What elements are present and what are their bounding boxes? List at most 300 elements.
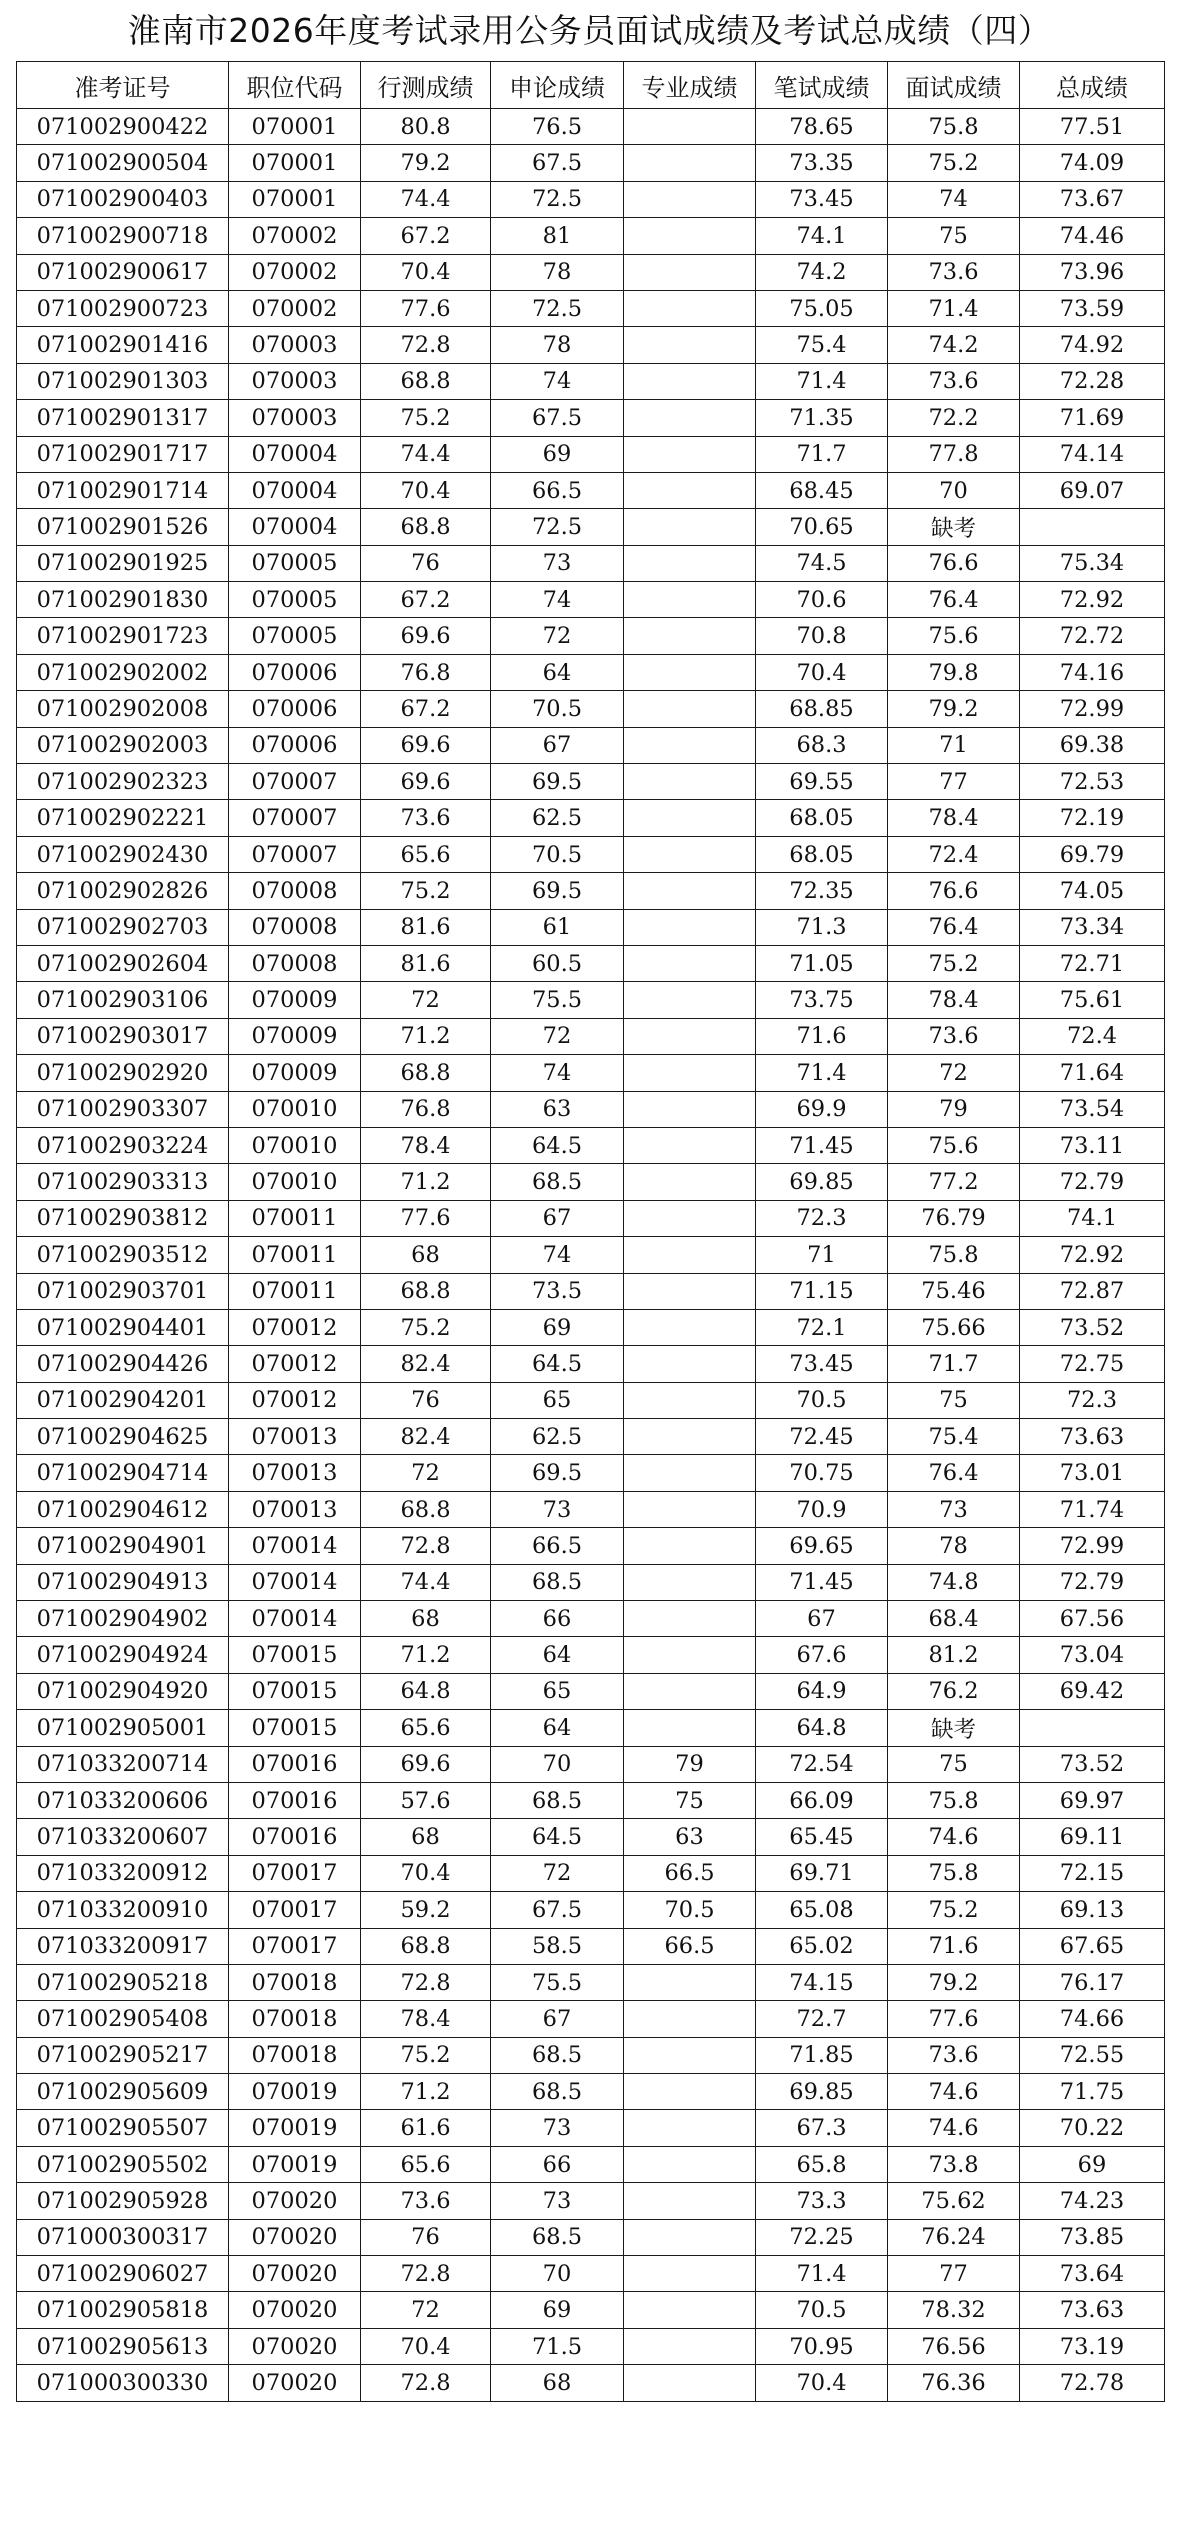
cell-interview-score: 78.4 [888, 982, 1020, 1018]
cell-major-score: 75 [624, 1782, 756, 1818]
cell-position-code: 070006 [229, 654, 361, 690]
cell-shenlun-score: 74 [491, 582, 624, 618]
cell-xingce-score: 69.6 [361, 764, 491, 800]
cell-major-score [624, 545, 756, 581]
cell-exam-id: 071002901416 [17, 327, 229, 363]
cell-written-score: 72.3 [756, 1200, 888, 1236]
cell-major-score [624, 1237, 756, 1273]
cell-position-code: 070013 [229, 1455, 361, 1491]
cell-major-score [624, 2219, 756, 2255]
cell-interview-score: 71 [888, 727, 1020, 763]
cell-major-score [624, 1091, 756, 1127]
cell-shenlun-score: 72 [491, 1018, 624, 1054]
cell-exam-id: 071002900422 [17, 109, 229, 145]
cell-xingce-score: 71.2 [361, 2074, 491, 2110]
cell-written-score: 66.09 [756, 1782, 888, 1818]
cell-xingce-score: 72.8 [361, 327, 491, 363]
column-header-xingce-score: 行测成绩 [361, 62, 491, 109]
cell-interview-score: 75.2 [888, 145, 1020, 181]
table-row [17, 1928, 1165, 1964]
cell-interview-score: 74.6 [888, 1819, 1020, 1855]
score-table [16, 61, 1165, 2402]
cell-position-code: 070020 [229, 2219, 361, 2255]
cell-written-score: 72.45 [756, 1419, 888, 1455]
cell-position-code: 070016 [229, 1782, 361, 1818]
cell-major-score [624, 2001, 756, 2037]
cell-exam-id: 071002905502 [17, 2146, 229, 2182]
cell-interview-score: 79 [888, 1091, 1020, 1127]
cell-position-code: 070003 [229, 363, 361, 399]
cell-shenlun-score: 67.5 [491, 1892, 624, 1928]
cell-shenlun-score: 67.5 [491, 400, 624, 436]
cell-written-score: 70.5 [756, 1382, 888, 1418]
cell-total-score: 72.72 [1020, 618, 1165, 654]
cell-written-score: 71.45 [756, 1564, 888, 1600]
cell-interview-score: 75.8 [888, 1782, 1020, 1818]
cell-position-code: 070001 [229, 145, 361, 181]
cell-shenlun-score: 72.5 [491, 181, 624, 217]
cell-shenlun-score: 65 [491, 1382, 624, 1418]
cell-major-score: 66.5 [624, 1855, 756, 1891]
cell-total-score: 72.75 [1020, 1346, 1165, 1382]
table-row [17, 509, 1165, 545]
cell-xingce-score: 68.8 [361, 1928, 491, 1964]
cell-shenlun-score: 68.5 [491, 1782, 624, 1818]
cell-shenlun-score: 72.5 [491, 509, 624, 545]
cell-position-code: 070008 [229, 873, 361, 909]
table-row [17, 254, 1165, 290]
cell-position-code: 070008 [229, 945, 361, 981]
cell-xingce-score: 82.4 [361, 1419, 491, 1455]
cell-xingce-score: 76.8 [361, 654, 491, 690]
cell-major-score [624, 1564, 756, 1600]
cell-exam-id: 071002904612 [17, 1491, 229, 1527]
cell-exam-id: 071002903812 [17, 1200, 229, 1236]
cell-major-score [624, 2110, 756, 2146]
cell-xingce-score: 76 [361, 545, 491, 581]
cell-shenlun-score: 72 [491, 618, 624, 654]
cell-shenlun-score: 76.5 [491, 109, 624, 145]
cell-exam-id: 071002905408 [17, 2001, 229, 2037]
cell-major-score [624, 800, 756, 836]
cell-interview-score: 74.6 [888, 2074, 1020, 2110]
cell-major-score [624, 2256, 756, 2292]
cell-exam-id: 071033200714 [17, 1746, 229, 1782]
cell-major-score [624, 218, 756, 254]
cell-total-score: 71.69 [1020, 400, 1165, 436]
cell-total-score: 74.16 [1020, 654, 1165, 690]
table-row [17, 909, 1165, 945]
cell-exam-id: 071002903313 [17, 1164, 229, 1200]
cell-written-score: 69.71 [756, 1855, 888, 1891]
cell-total-score: 73.52 [1020, 1746, 1165, 1782]
table-row [17, 1382, 1165, 1418]
cell-total-score: 67.56 [1020, 1601, 1165, 1637]
cell-total-score [1020, 509, 1165, 545]
cell-position-code: 070013 [229, 1491, 361, 1527]
cell-shenlun-score: 74 [491, 1055, 624, 1091]
cell-major-score [624, 181, 756, 217]
cell-position-code: 070016 [229, 1746, 361, 1782]
table-row [17, 1855, 1165, 1891]
cell-written-score: 73.75 [756, 982, 888, 1018]
cell-written-score: 68.05 [756, 836, 888, 872]
cell-interview-score: 78 [888, 1528, 1020, 1564]
table-row [17, 2365, 1165, 2401]
cell-total-score: 73.04 [1020, 1637, 1165, 1673]
cell-xingce-score: 75.2 [361, 400, 491, 436]
cell-written-score: 75.4 [756, 327, 888, 363]
table-row [17, 873, 1165, 909]
cell-shenlun-score: 61 [491, 909, 624, 945]
cell-shenlun-score: 73 [491, 1491, 624, 1527]
cell-shenlun-score: 71.5 [491, 2328, 624, 2364]
cell-major-score [624, 1528, 756, 1564]
cell-xingce-score: 68 [361, 1237, 491, 1273]
cell-interview-score: 73.8 [888, 2146, 1020, 2182]
cell-position-code: 070012 [229, 1382, 361, 1418]
cell-exam-id: 071002904901 [17, 1528, 229, 1564]
cell-total-score: 75.61 [1020, 982, 1165, 1018]
cell-written-score: 68.3 [756, 727, 888, 763]
table-row [17, 2001, 1165, 2037]
cell-written-score: 72.1 [756, 1309, 888, 1345]
cell-written-score: 70.75 [756, 1455, 888, 1491]
cell-shenlun-score: 73.5 [491, 1273, 624, 1309]
cell-shenlun-score: 67 [491, 727, 624, 763]
table-row [17, 1200, 1165, 1236]
table-row [17, 2328, 1165, 2364]
cell-total-score: 74.66 [1020, 2001, 1165, 2037]
table-row [17, 1819, 1165, 1855]
cell-interview-score: 72 [888, 1055, 1020, 1091]
cell-total-score: 71.74 [1020, 1491, 1165, 1527]
cell-written-score: 69.85 [756, 1164, 888, 1200]
cell-major-score [624, 982, 756, 1018]
cell-major-score [624, 400, 756, 436]
cell-position-code: 070001 [229, 181, 361, 217]
cell-total-score: 72.99 [1020, 1528, 1165, 1564]
cell-exam-id: 071033200606 [17, 1782, 229, 1818]
cell-shenlun-score: 69 [491, 1309, 624, 1345]
table-row [17, 145, 1165, 181]
cell-written-score: 64.9 [756, 1673, 888, 1709]
cell-shenlun-score: 60.5 [491, 945, 624, 981]
cell-total-score: 69.13 [1020, 1892, 1165, 1928]
cell-position-code: 070010 [229, 1091, 361, 1127]
cell-major-score [624, 691, 756, 727]
cell-interview-score: 76.56 [888, 2328, 1020, 2364]
table-row [17, 1892, 1165, 1928]
cell-major-score [624, 1491, 756, 1527]
cell-position-code: 070001 [229, 109, 361, 145]
cell-major-score [624, 2365, 756, 2401]
table-row [17, 618, 1165, 654]
cell-shenlun-score: 64 [491, 654, 624, 690]
cell-shenlun-score: 70 [491, 2256, 624, 2292]
table-row [17, 1419, 1165, 1455]
cell-interview-score: 76.36 [888, 2365, 1020, 2401]
cell-xingce-score: 72.8 [361, 2365, 491, 2401]
cell-major-score [624, 2292, 756, 2328]
cell-xingce-score: 71.2 [361, 1164, 491, 1200]
cell-major-score [624, 727, 756, 763]
table-row [17, 1091, 1165, 1127]
cell-interview-score: 缺考 [888, 509, 1020, 545]
cell-major-score [624, 582, 756, 618]
cell-exam-id: 071000300330 [17, 2365, 229, 2401]
cell-exam-id: 071002904902 [17, 1601, 229, 1637]
table-row [17, 1127, 1165, 1163]
cell-major-score [624, 873, 756, 909]
table-row [17, 727, 1165, 763]
cell-written-score: 69.55 [756, 764, 888, 800]
cell-shenlun-score: 67 [491, 2001, 624, 2037]
table-row [17, 218, 1165, 254]
cell-written-score: 70.8 [756, 618, 888, 654]
cell-interview-score: 76.79 [888, 1200, 1020, 1236]
cell-shenlun-score: 70 [491, 1746, 624, 1782]
cell-written-score: 72.54 [756, 1746, 888, 1782]
cell-total-score: 73.52 [1020, 1309, 1165, 1345]
cell-interview-score: 79.8 [888, 654, 1020, 690]
cell-shenlun-score: 68.5 [491, 2219, 624, 2255]
cell-total-score: 72.19 [1020, 800, 1165, 836]
cell-interview-score: 75.46 [888, 1273, 1020, 1309]
header-row [17, 62, 1165, 109]
cell-interview-score: 79.2 [888, 1964, 1020, 2000]
cell-written-score: 70.4 [756, 2365, 888, 2401]
cell-major-score [624, 1018, 756, 1054]
cell-shenlun-score: 70.5 [491, 836, 624, 872]
cell-position-code: 070014 [229, 1564, 361, 1600]
cell-total-score: 72.53 [1020, 764, 1165, 800]
cell-major-score [624, 654, 756, 690]
cell-exam-id: 071002900718 [17, 218, 229, 254]
table-row [17, 800, 1165, 836]
cell-written-score: 71.7 [756, 436, 888, 472]
cell-shenlun-score: 66.5 [491, 1528, 624, 1564]
column-header-written-score: 笔试成绩 [756, 62, 888, 109]
cell-position-code: 070003 [229, 400, 361, 436]
column-header-exam-id: 准考证号 [17, 62, 229, 109]
cell-major-score [624, 2037, 756, 2073]
table-row [17, 1564, 1165, 1600]
cell-exam-id: 071002901303 [17, 363, 229, 399]
cell-written-score: 71 [756, 1237, 888, 1273]
cell-exam-id: 071033200910 [17, 1892, 229, 1928]
cell-position-code: 070018 [229, 2001, 361, 2037]
table-row [17, 1164, 1165, 1200]
cell-written-score: 65.08 [756, 1892, 888, 1928]
cell-position-code: 070020 [229, 2183, 361, 2219]
cell-written-score: 70.95 [756, 2328, 888, 2364]
cell-total-score: 72.99 [1020, 691, 1165, 727]
cell-interview-score: 75.8 [888, 1237, 1020, 1273]
cell-major-score [624, 327, 756, 363]
cell-exam-id: 071002901830 [17, 582, 229, 618]
cell-shenlun-score: 64.5 [491, 1346, 624, 1382]
cell-xingce-score: 70.4 [361, 2328, 491, 2364]
cell-interview-score: 77 [888, 764, 1020, 800]
cell-major-score [624, 1419, 756, 1455]
cell-exam-id: 071002901317 [17, 400, 229, 436]
cell-interview-score: 75.2 [888, 945, 1020, 981]
cell-major-score [624, 764, 756, 800]
cell-exam-id: 071033200607 [17, 1819, 229, 1855]
cell-exam-id: 071002905507 [17, 2110, 229, 2146]
cell-position-code: 070011 [229, 1273, 361, 1309]
cell-total-score: 73.01 [1020, 1455, 1165, 1491]
cell-interview-score: 71.6 [888, 1928, 1020, 1964]
cell-major-score [624, 1601, 756, 1637]
cell-total-score: 73.11 [1020, 1127, 1165, 1163]
cell-xingce-score: 72 [361, 1455, 491, 1491]
table-row [17, 1346, 1165, 1382]
table-row [17, 290, 1165, 326]
cell-interview-score: 74.2 [888, 327, 1020, 363]
cell-written-score: 70.5 [756, 2292, 888, 2328]
cell-xingce-score: 65.6 [361, 836, 491, 872]
cell-written-score: 68.85 [756, 691, 888, 727]
cell-written-score: 71.4 [756, 363, 888, 399]
cell-total-score: 73.34 [1020, 909, 1165, 945]
cell-shenlun-score: 75.5 [491, 1964, 624, 2000]
cell-total-score: 74.05 [1020, 873, 1165, 909]
table-row [17, 1309, 1165, 1345]
cell-interview-score: 72.2 [888, 400, 1020, 436]
cell-xingce-score: 67.2 [361, 691, 491, 727]
cell-major-score: 63 [624, 1819, 756, 1855]
cell-interview-score: 78.32 [888, 2292, 1020, 2328]
cell-major-score [624, 2146, 756, 2182]
cell-major-score [624, 1127, 756, 1163]
cell-xingce-score: 78.4 [361, 1127, 491, 1163]
cell-exam-id: 071002900617 [17, 254, 229, 290]
cell-shenlun-score: 62.5 [491, 1419, 624, 1455]
table-row [17, 2110, 1165, 2146]
cell-shenlun-score: 62.5 [491, 800, 624, 836]
column-header-shenlun-score: 申论成绩 [491, 62, 624, 109]
cell-position-code: 070009 [229, 982, 361, 1018]
cell-position-code: 070006 [229, 727, 361, 763]
cell-position-code: 070016 [229, 1819, 361, 1855]
cell-total-score: 73.85 [1020, 2219, 1165, 2255]
cell-position-code: 070015 [229, 1710, 361, 1746]
cell-interview-score: 78.4 [888, 800, 1020, 836]
cell-position-code: 070019 [229, 2110, 361, 2146]
table-row [17, 2074, 1165, 2110]
cell-interview-score: 71.4 [888, 290, 1020, 326]
cell-interview-score: 73.6 [888, 2037, 1020, 2073]
cell-total-score: 74.14 [1020, 436, 1165, 472]
table-row [17, 836, 1165, 872]
cell-major-score: 66.5 [624, 1928, 756, 1964]
cell-position-code: 070004 [229, 472, 361, 508]
cell-shenlun-score: 78 [491, 254, 624, 290]
cell-interview-score: 75.8 [888, 109, 1020, 145]
cell-shenlun-score: 63 [491, 1091, 624, 1127]
cell-exam-id: 071002904426 [17, 1346, 229, 1382]
cell-written-score: 74.2 [756, 254, 888, 290]
table-row [17, 1055, 1165, 1091]
cell-total-score: 72.4 [1020, 1018, 1165, 1054]
cell-written-score: 71.05 [756, 945, 888, 981]
table-row [17, 1710, 1165, 1746]
cell-major-score [624, 2074, 756, 2110]
cell-position-code: 070014 [229, 1601, 361, 1637]
cell-interview-score: 76.6 [888, 545, 1020, 581]
cell-written-score: 67.6 [756, 1637, 888, 1673]
column-header-major-score: 专业成绩 [624, 62, 756, 109]
cell-total-score: 72.87 [1020, 1273, 1165, 1309]
table-row [17, 2146, 1165, 2182]
cell-xingce-score: 75.2 [361, 873, 491, 909]
cell-total-score: 72.92 [1020, 582, 1165, 618]
cell-xingce-score: 69.6 [361, 1746, 491, 1782]
cell-major-score [624, 1055, 756, 1091]
cell-interview-score: 74.8 [888, 1564, 1020, 1600]
cell-exam-id: 071002903106 [17, 982, 229, 1018]
table-row [17, 691, 1165, 727]
cell-written-score: 71.4 [756, 2256, 888, 2292]
cell-major-score [624, 836, 756, 872]
cell-written-score: 70.9 [756, 1491, 888, 1527]
cell-written-score: 69.85 [756, 2074, 888, 2110]
cell-major-score [624, 436, 756, 472]
cell-xingce-score: 72 [361, 2292, 491, 2328]
cell-position-code: 070020 [229, 2328, 361, 2364]
cell-position-code: 070017 [229, 1892, 361, 1928]
cell-exam-id: 071002905001 [17, 1710, 229, 1746]
cell-major-score [624, 945, 756, 981]
table-row [17, 1018, 1165, 1054]
cell-interview-score: 75.4 [888, 1419, 1020, 1455]
cell-exam-id: 071002902430 [17, 836, 229, 872]
cell-xingce-score: 67.2 [361, 582, 491, 618]
cell-exam-id: 071002903017 [17, 1018, 229, 1054]
table-row [17, 764, 1165, 800]
cell-xingce-score: 72.8 [361, 1964, 491, 2000]
table-row [17, 1964, 1165, 2000]
cell-written-score: 75.05 [756, 290, 888, 326]
cell-major-score [624, 618, 756, 654]
cell-interview-score: 75.62 [888, 2183, 1020, 2219]
cell-xingce-score: 67.2 [361, 218, 491, 254]
cell-interview-score: 73.6 [888, 363, 1020, 399]
cell-written-score: 71.85 [756, 2037, 888, 2073]
cell-xingce-score: 61.6 [361, 2110, 491, 2146]
cell-total-score: 72.79 [1020, 1564, 1165, 1600]
cell-xingce-score: 72.8 [361, 2256, 491, 2292]
cell-position-code: 070020 [229, 2365, 361, 2401]
cell-xingce-score: 65.6 [361, 1710, 491, 1746]
cell-interview-score: 70 [888, 472, 1020, 508]
cell-exam-id: 071002902003 [17, 727, 229, 763]
cell-xingce-score: 76 [361, 2219, 491, 2255]
cell-exam-id: 071002904201 [17, 1382, 229, 1418]
cell-total-score: 72.92 [1020, 1237, 1165, 1273]
cell-total-score: 73.96 [1020, 254, 1165, 290]
cell-written-score: 71.15 [756, 1273, 888, 1309]
cell-written-score: 71.35 [756, 400, 888, 436]
cell-shenlun-score: 68.5 [491, 1164, 624, 1200]
cell-written-score: 71.4 [756, 1055, 888, 1091]
cell-major-score [624, 1673, 756, 1709]
cell-shenlun-score: 69 [491, 2292, 624, 2328]
cell-exam-id: 071002905613 [17, 2328, 229, 2364]
cell-exam-id: 071002902008 [17, 691, 229, 727]
